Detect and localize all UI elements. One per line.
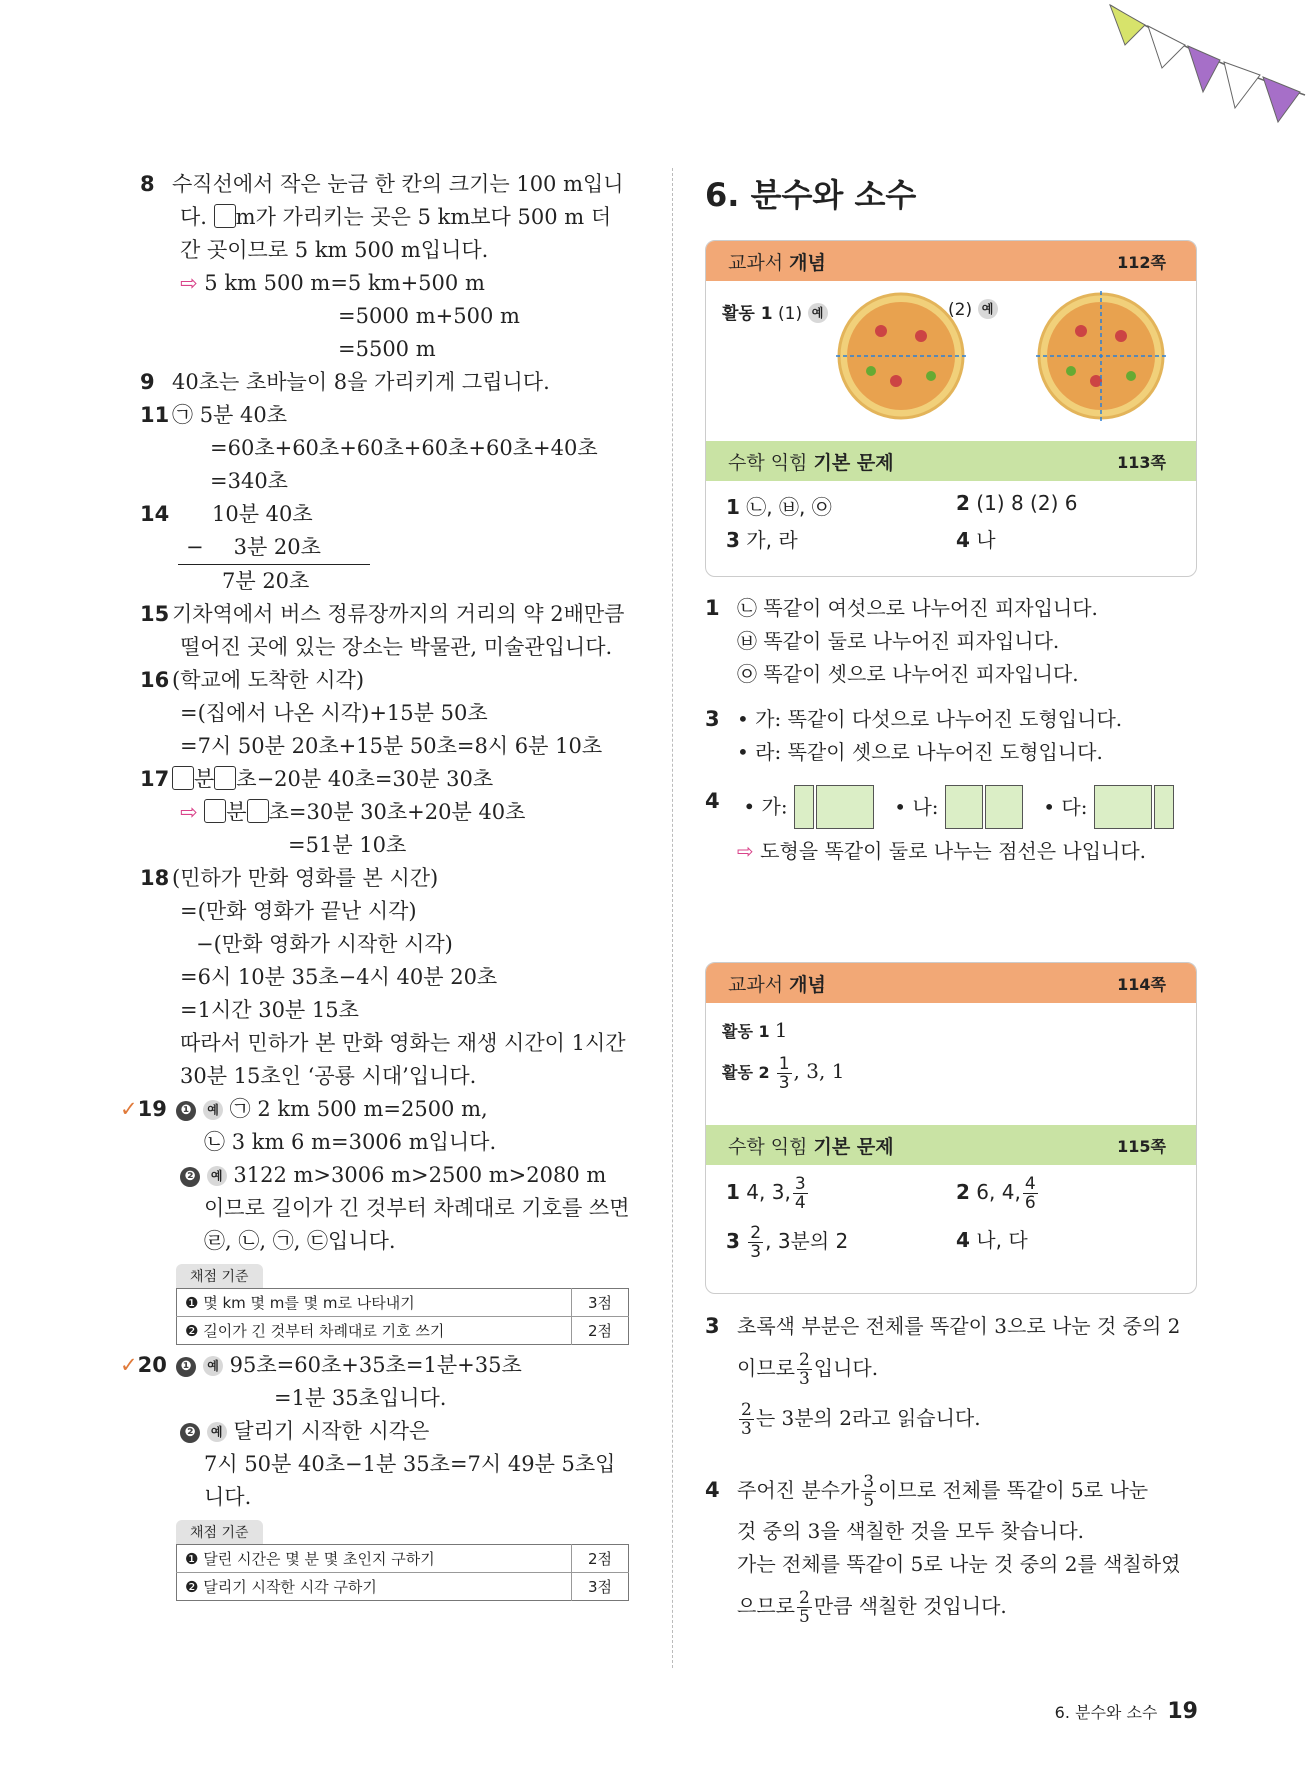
explanations-115: 3 초록색 부분은 전체를 똑같이 3으로 나눈 것 중의 2 이므로 $\frac{2}{3}$ 입니다. $\frac{2}{3}$ 는 3분의 2라고 읽습니다. 4 주어진 분수가 $\frac{3}{5}$ 이므로 전체를 똑같이 5로 나눈 것 중의 3을 색칠한 것을 모두 찾습니다. 가는 전체를 똑같이 5로 나눈 것 중의 2를 색칠하였 으므로 $\frac{2}{5}$ 만큼 색칠한 것입니다. bbox=[705, 1314, 1181, 1627]
concept-box-114: 교과서 개념 114쪽 활동 1 1 활동 2 $\frac{1}{3}$ , 3, 1 수학 익힘 기본 문제 115쪽 1 4, 3, $\frac{3}{4}$ 2 6, 4, $\frac{4}{6}$ 3 $\frac{2}{3}$ , 3분의 2 4 나, 다 bbox=[705, 962, 1197, 1294]
scoring-rubric-19: 채점 기준 ❶ 몇 km 몇 m를 몇 m로 나타내기 3점 ❷ 길이가 긴 것부터 차례대로 기호 쓰기 2점 bbox=[176, 1264, 629, 1345]
shape-da-part bbox=[1094, 785, 1152, 829]
page-number: 19 bbox=[1167, 1699, 1198, 1724]
pizza-halves-icon bbox=[836, 291, 966, 421]
answer-19: ✓19 ❶ 예 ㉠ 2 km 500 m=2500 m, bbox=[120, 1097, 488, 1121]
answer-14: 14 10분 40초 bbox=[140, 502, 313, 526]
arrow-icon: ⇨ bbox=[737, 839, 754, 863]
concept-box-112: 교과서 개념 112쪽 활동 1 (1) 예 (2) 예 수학 익힘 기본 문제 113쪽 1 ㉡, ㉥, ㉧ 2 (1) 8 (2) 6 3 가, 라 4 나 bbox=[705, 240, 1197, 577]
blank-box bbox=[214, 204, 236, 228]
shape-ga-part bbox=[816, 785, 874, 829]
blank-box bbox=[204, 799, 226, 823]
answer-15: 15 기차역에서 버스 정류장까지의 거리의 약 2배만큼 bbox=[140, 602, 625, 626]
explanations-113: 1 ㉡ 똑같이 여섯으로 나누어진 피자입니다. ㉥ 똑같이 둘로 나누어진 피자입니다. ㉧ 똑같이 셋으로 나누어진 피자입니다. 3 • 가: 똑같이 다섯으로 나누어진 도형입니다. • 라: 똑같이 셋으로 나누어진 도형입니다. 4 • 가: • 나: • 다: ⇨ 도형을 똑같이 둘로 나누는 점선은 나입니다. bbox=[705, 592, 1205, 868]
bunting-decoration bbox=[1100, 0, 1308, 130]
shape-na-part bbox=[985, 785, 1023, 829]
answer-18: 18 (민하가 만화 영화를 본 시간) bbox=[140, 866, 439, 890]
answer-17: 17 분 초−20분 40초=30분 30초 bbox=[140, 767, 494, 791]
check-icon: ✓ bbox=[120, 1097, 138, 1121]
scoring-rubric-20: 채점 기준 ❶ 달린 시간은 몇 분 몇 초인지 구하기 2점 ❷ 달리기 시작한 시각 구하기 3점 bbox=[176, 1520, 629, 1601]
column-divider bbox=[672, 168, 673, 1668]
arrow-icon: ⇨ bbox=[180, 271, 198, 295]
page-footer: 6. 분수와 소수 19 bbox=[1054, 1699, 1198, 1724]
arrow-icon: ⇨ bbox=[180, 800, 198, 824]
blank-box bbox=[247, 799, 269, 823]
pizza-quarters-icon bbox=[1036, 291, 1166, 421]
answer-16: 16 (학교에 도착한 시각) bbox=[140, 668, 365, 692]
left-column: 8 수직선에서 작은 눈금 한 칸의 크기는 100 m입니 다. m가 가리키는 곳은 5 km보다 500 m 더 간 곳이므로 5 km 500 m입니다. ⇨ 5 km 500 m=5 km+500 m =5000 m+500 m =5500 m 9 40초는 초바늘이 8을 가리키게 그립니다. 11 ㉠ 5분 40초 =60초+60초+60초+60초+60초+40초 =340초 14 10분 40초 − 3분 20초 7분 20초 15 기차역에서 버스 정류장까지의 거리의 약 2배만큼 떨어진 곳에 있는 장소는 박물관, 미술관입니다. 16 (학교에 도착한 시각) =(집에서 나온 시각)+15분 50초 =7시 50분 20초+15분 50초=8시 6분 10초 17 분 초−20분 40초=30분 30초 ⇨ 분 초=30분 30초+20분 40초 =51분 10초 18 (민하가 만화 영화를 본 시간) =(만화 영화가 끝난 시각) −(만화 영화가 시작한 시각) =6시 10분 35초−4시 40분 20초 =1시간 30분 15초 따라서 민하가 본 만화 영화는 재생 시간이 1시간 30분 15초인 ‘공룡 시대’입니다. ✓19 ❶ 예 ㉠ 2 km 500 m=2500 m, ㉡ 3 km 6 m=3006 m입니다. ❷ 예 3122 m>3006 m>2500 m>2080 m 이므로 길이가 긴 것부터 차례대로 기호를 쓰면 ㉣, ㉡, ㉠, ㉢입니다. 채점 기준 ❶ 몇 km 몇 m를 몇 m로 나타내기 3점 ❷ 길이가 긴 것부터 차례대로 기호 쓰기 2점 ✓20 ❶ 예 95초=60초+35초=1분+35초 =1분 35초입니다. ❷ 예 달리기 시작한 시각은 7시 50분 40초−1분 35초=7시 49분 5초입 니다. 채점 기준 ❶ 달린 시간은 몇 분 몇 초인지 구하기 2점 ❷ 달리기 시작한 시각 구하기 3점 bbox=[140, 168, 640, 1605]
answer-11: 11 ㉠ 5분 40초 bbox=[140, 403, 288, 427]
shape-ga-part bbox=[794, 785, 814, 829]
shape-na-part bbox=[945, 785, 983, 829]
blank-box bbox=[172, 766, 194, 790]
answer-20: ✓20 ❶ 예 95초=60초+35초=1분+35초 bbox=[120, 1353, 522, 1377]
blank-box bbox=[214, 766, 236, 790]
check-icon: ✓ bbox=[120, 1353, 138, 1377]
answer-9: 9 40초는 초바늘이 8을 가리키게 그립니다. bbox=[140, 370, 550, 394]
chapter-title: 6. 분수와 소수 bbox=[705, 176, 917, 214]
answer-8: 8 수직선에서 작은 눈금 한 칸의 크기는 100 m입니 bbox=[140, 172, 624, 196]
shape-da-part bbox=[1154, 785, 1174, 829]
